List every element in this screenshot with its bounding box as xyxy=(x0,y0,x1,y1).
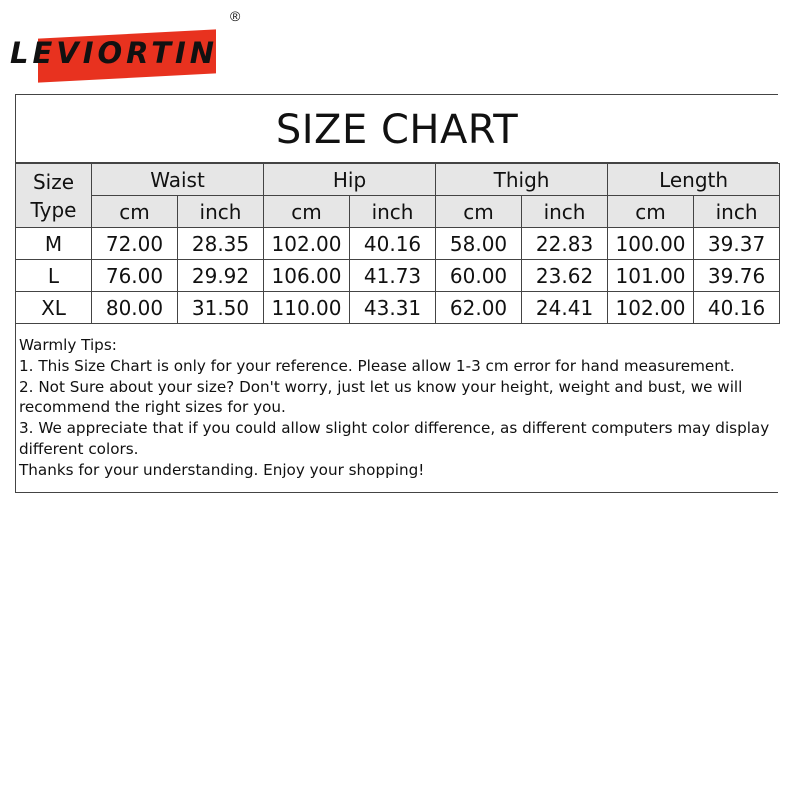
unit-header: inch xyxy=(522,196,608,228)
chart-title: SIZE CHART xyxy=(16,95,778,163)
measurement-cell: 40.16 xyxy=(694,292,780,324)
size-header-line2: Type xyxy=(30,197,77,222)
measurement-cell: 60.00 xyxy=(436,260,522,292)
size-chart xyxy=(15,94,778,493)
tips-section xyxy=(16,324,778,481)
measurement-cell: 106.00 xyxy=(264,260,350,292)
table-row xyxy=(16,228,780,260)
measurement-cell: 31.50 xyxy=(178,292,264,324)
brand-name: LEVIORTIN xyxy=(10,36,219,70)
measurement-cell: 72.00 xyxy=(92,228,178,260)
size-cell: XL xyxy=(16,292,92,324)
measurement-cell: 43.31 xyxy=(350,292,436,324)
tip-line: 2. Not Sure about your size? Don't worry, just let us know your height, weight and bust, we will recommend the right sizes for you. xyxy=(19,377,743,417)
measurement-cell: 28.35 xyxy=(178,228,264,260)
unit-header: inch xyxy=(178,196,264,228)
measurement-cell: 39.76 xyxy=(694,260,780,292)
measurement-cell: 102.00 xyxy=(608,292,694,324)
measurement-cell: 58.00 xyxy=(436,228,522,260)
table-row xyxy=(16,260,780,292)
measurement-cell: 110.00 xyxy=(264,292,350,324)
measurement-cell: 23.62 xyxy=(522,260,608,292)
tips-closing: Thanks for your understanding. Enjoy your shopping! xyxy=(19,460,425,479)
unit-header: cm xyxy=(92,196,178,228)
measurement-cell: 80.00 xyxy=(92,292,178,324)
size-cell: M xyxy=(16,228,92,260)
measurement-cell: 39.37 xyxy=(694,228,780,260)
unit-header: cm xyxy=(608,196,694,228)
tip-line: 3. We appreciate that if you could allow slight color difference, as different computers may display different colors. xyxy=(19,419,770,458)
size-cell: L xyxy=(16,260,92,292)
unit-header: inch xyxy=(694,196,780,228)
group-header-hip: Hip xyxy=(264,164,436,196)
tip-line: 1. This Size Chart is only for your reference. Please allow 1-3 cm error for hand measurement. xyxy=(19,356,735,375)
measurement-cell: 62.00 xyxy=(436,292,522,324)
group-header-waist: Waist xyxy=(92,164,264,196)
registered-mark: ® xyxy=(230,8,241,24)
brand-logo xyxy=(10,8,250,88)
measurement-cell: 102.00 xyxy=(264,228,350,260)
size-table xyxy=(15,163,780,324)
group-header-thigh: Thigh xyxy=(436,164,608,196)
measurement-cell: 22.83 xyxy=(522,228,608,260)
tips-heading: Warmly Tips: xyxy=(19,336,117,354)
unit-header: inch xyxy=(350,196,436,228)
size-type-header xyxy=(16,164,92,228)
measurement-cell: 41.73 xyxy=(350,260,436,292)
measurement-cell: 100.00 xyxy=(608,228,694,260)
measurement-cell: 29.92 xyxy=(178,260,264,292)
measurement-cell: 101.00 xyxy=(608,260,694,292)
size-header-line1: Size xyxy=(32,169,75,194)
table-row xyxy=(16,292,780,324)
measurement-cell: 76.00 xyxy=(92,260,178,292)
unit-header: cm xyxy=(436,196,522,228)
group-header-length: Length xyxy=(608,164,780,196)
measurement-cell: 40.16 xyxy=(350,228,436,260)
unit-header: cm xyxy=(264,196,350,228)
measurement-cell: 24.41 xyxy=(522,292,608,324)
